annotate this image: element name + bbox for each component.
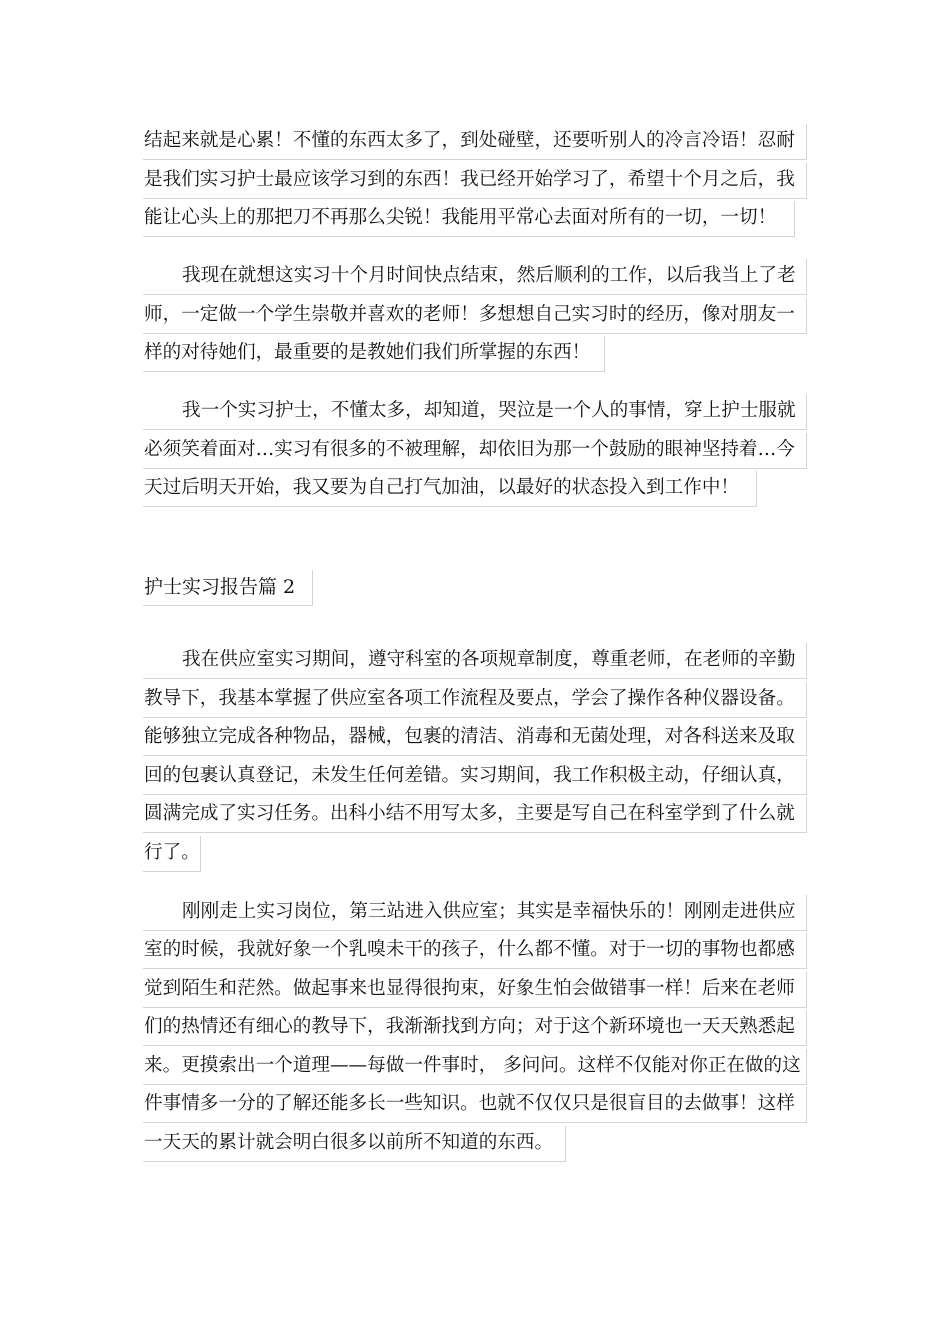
paragraph-2-line-3: 样的对待她们，最重要的是教她们我们所掌握的东西！ [143,336,605,372]
paragraph-3-line-3: 天过后明天开始，我又要为自己打气加油，以最好的状态投入到工作中！ [143,471,757,507]
paragraph-2-line-1: 我现在就想这实习十个月时间快点结束，然后顺利的工作，以后我当上了老 [143,259,807,295]
paragraph-2-line-2: 师，一定做一个学生崇敬并喜欢的老师！多想想自己实习时的经历，像对朋友一 [143,298,807,334]
paragraph-1-line-2: 是我们实习护士最应该学习到的东西！我已经开始学习了，希望十个月之后，我 [143,163,807,199]
paragraph-4-line-1: 我在供应室实习期间，遵守科室的各项规章制度，尊重老师，在老师的辛勤 [143,643,807,679]
paragraph-5-line-3: 觉到陌生和茫然。做起事来也显得很拘束，好象生怕会做错事一样！后来在老师 [143,972,807,1008]
paragraph-3-line-1: 我一个实习护士，不懂太多，却知道，哭泣是一个人的事情，穿上护士服就 [143,394,807,430]
paragraph-5-line-2: 室的时候，我就好象一个乳嗅未干的孩子，什么都不懂。对于一切的事物也都感 [143,933,807,969]
paragraph-1-line-1: 结起来就是心累！不懂的东西太多了，到处碰壁，还要听别人的冷言冷语！忍耐 [143,124,807,160]
paragraph-5-line-6: 件事情多一分的了解还能多长一些知识。也就不仅仅只是很盲目的去做事！这样 [143,1087,807,1123]
paragraph-5-line-7: 一天天的累计就会明白很多以前所不知道的东西。 [143,1126,566,1162]
paragraph-4-line-3: 能够独立完成各种物品，器械，包裹的清洁、消毒和无菌处理，对各科送来及取 [143,720,807,756]
paragraph-4-line-2: 教导下，我基本掌握了供应室各项工作流程及要点，学会了操作各种仪器设备。 [143,682,807,718]
paragraph-4-line-5: 圆满完成了实习任务。出科小结不用写太多，主要是写自己在科室学到了什么就 [143,797,807,833]
section-heading: 护士实习报告篇 2 [143,570,313,606]
paragraph-4-line-6: 行了。 [143,836,201,872]
paragraph-5-line-4: 们的热情还有细心的教导下，我渐渐找到方向；对于这个新环境也一天天熟悉起 [143,1010,807,1046]
paragraph-1-line-3: 能让心头上的那把刀不再那么尖锐！我能用平常心去面对所有的一切，一切！ [143,201,795,237]
paragraph-4-line-4: 回的包裹认真登记，未发生任何差错。实习期间，我工作积极主动，仔细认真， [143,759,807,795]
paragraph-5-line-5: 来。更摸索出一个道理——每做一件事时， 多问问。这样不仅能对你正在做的这 [143,1049,807,1085]
paragraph-3-line-2: 必须笑着面对…实习有很多的不被理解，却依旧为那一个鼓励的眼神坚持着…今 [143,433,807,469]
paragraph-5-line-1: 刚刚走上实习岗位，第三站进入供应室；其实是幸福快乐的！刚刚走进供应 [143,895,807,931]
